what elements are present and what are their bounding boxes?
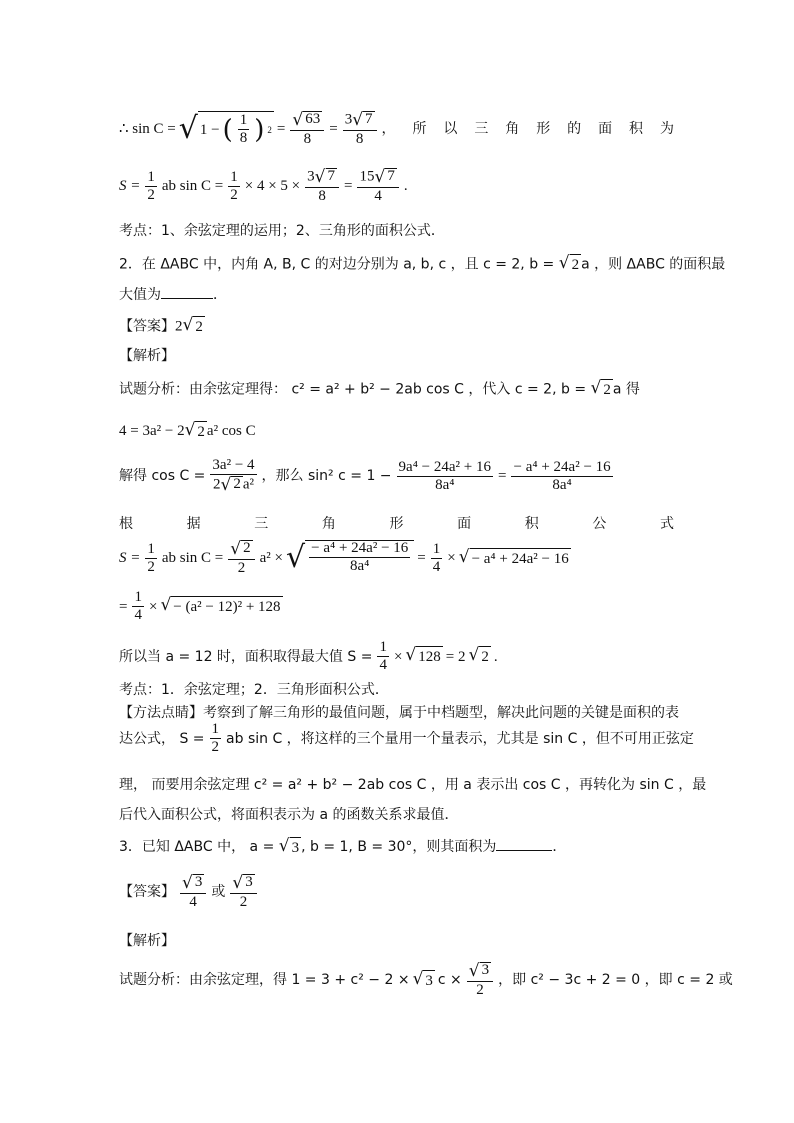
solution-2-line-2: 4 = 3a² − 2 √ 2 a² cos C	[119, 420, 256, 441]
kaodian-2: 考点：1．余弦定理；2．三角形面积公式．	[119, 682, 389, 698]
solution-2-line-7: 所以当 a = 12 时，面积取得最大值 S = $\frac{1}{4}$ × √ 128 = 2 √ 2 .	[119, 639, 498, 673]
question-3: 3．已知 ΔABC 中， a = √ 3 , b = 1, B = 30°，则其面积为 ．	[119, 835, 567, 856]
big-sqrt: √ 1 − ( $\frac{1}{8}$ ) 2	[178, 111, 272, 146]
analysis-heading-3: 【解析】	[119, 933, 175, 949]
method-line-4: 后代入面积公式，将面积表示为 a 的函数关系求最值．	[119, 807, 459, 823]
solution-2-line-1: 试题分析：由余弦定理得： c² = a² + b² − 2ab cos C ，代入 c = 2, b = √ 2 a 得	[119, 378, 640, 398]
method-line-1: 【方法点睛】考察到了解三角形的最值问题，属于中档题型，解决此问题的关键是面积的表	[119, 705, 679, 721]
analysis-heading-2: 【解析】	[119, 348, 175, 364]
solution-2-line-5: S = $\frac{1}{2}$ ab sin C = √ 2 2 a² × √ $\frac{\text{− a⁴ + 24a² − 16}}{\text{8a⁴}}$ = $\frac{1}{4}$ × √ − a⁴ + 24a² − 16	[119, 539, 569, 576]
answer-3: 【答案】 √ 3 4 或 √ 3 2	[119, 874, 674, 918]
area-formula-line: S = $\frac{1}{2}$ ab sin C = $\frac{1}{2}$ × 4 × 5 × 3 √ 7 8 = 15 √ 7 4 .	[119, 167, 408, 204]
answer-blank	[161, 284, 213, 299]
question-2-line-1: 2．在 ΔABC 中，内角 A, B, C 的对边分别为 a, b, c ，且 c = 2, b = √ 2 a ，则 ΔABC 的面积最	[119, 253, 726, 273]
question-2-line-2: 大值为 ．	[119, 284, 674, 305]
answer-blank-3	[496, 836, 552, 851]
answer-2: 【答案】2 √ 2	[119, 315, 203, 335]
solution-3: 试题分析：由余弦定理，得 1 = 3 + c² − 2 × √ 3 c × √ 3 2 ，即 c² − 3c + 2 = 0 ，即 c = 2 或	[119, 961, 733, 998]
sin-c-line: ∴ sin C = √ 1 − ( $\frac{1}{8}$ ) 2 = √ 63 8 = 3 √ 7 8 ， 所 以 三 角 形 的 面 积 为	[119, 110, 674, 147]
solution-2-line-4: 根 据 三 角 形 面 积 公 式	[119, 516, 674, 532]
method-line-2: 达公式， S = $\frac{1}{2}$ ab sin C ，将这样的三个量用一个量表示，尤其是 sin C ，但不可用正弦定	[119, 721, 694, 755]
sinc-prefix: ∴ sin C =	[119, 121, 176, 137]
method-line-3: 理， 而要用余弦定理 c² = a² + b² − 2ab cos C ，用 a 表示出 cos C ，再转化为 sin C ，最	[119, 777, 707, 793]
solution-2-line-6: = $\frac{1}{4}$ × √ − (a² − 12)² + 128	[119, 589, 281, 623]
kaodian-1: 考点：1、余弦定理的运用；2、三角形的面积公式．	[119, 223, 445, 239]
solution-2-line-3: 解得 cos C = 3a² − 4 2 √ 2 a² ，那么 sin² c = 1 − $\frac{\text{9a⁴ − 24a² + 16}}{\text{8a⁴}}$ = $\frac{\text{− a⁴ + 24a² − 16}}{\text{8a⁴}}$	[119, 457, 611, 495]
